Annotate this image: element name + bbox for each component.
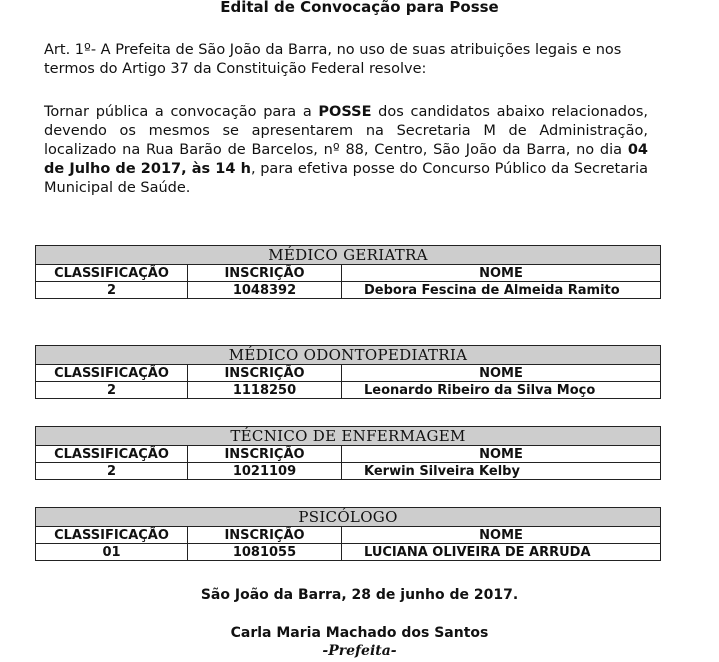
table-medico-geriatra (35, 245, 661, 299)
section-title: MÉDICO ODONTOPEDIATRIA (36, 346, 661, 365)
table-psicologo (35, 507, 661, 561)
table-row (36, 382, 661, 399)
header-nome: NOME (342, 527, 661, 544)
header-classificacao: CLASSIFICAÇÃO (36, 527, 188, 544)
cell-inscricao: 1118250 (188, 382, 342, 399)
header-nome: NOME (342, 365, 661, 382)
signature-name: Carla Maria Machado dos Santos (230, 625, 489, 641)
cell-inscricao: 1021109 (188, 463, 342, 480)
cell-nome: Leonardo Ribeiro da Silva Moço (342, 382, 661, 399)
cell-nome: Debora Fescina de Almeida Ramito (342, 282, 661, 299)
header-classificacao: CLASSIFICAÇÃO (36, 265, 188, 282)
cell-classificacao: 2 (36, 382, 188, 399)
section-title: PSICÓLOGO (36, 508, 661, 527)
cell-inscricao: 1081055 (188, 544, 342, 561)
header-inscricao: INSCRIÇÃO (188, 446, 342, 463)
table-row (36, 544, 661, 561)
convocation-paragraph (44, 103, 648, 198)
header-classificacao: CLASSIFICAÇÃO (36, 365, 188, 382)
cell-nome: Kerwin Silveira Kelby (342, 463, 661, 480)
cell-nome: LUCIANA OLIVEIRA DE ARRUDA (342, 544, 661, 561)
header-inscricao: INSCRIÇÃO (188, 527, 342, 544)
cell-classificacao: 2 (36, 463, 188, 480)
table-tecnico-enfermagem (35, 426, 661, 480)
body-text-2: dos candidatos abaixo relacionados, devendo os mesmos se apresentarem na Secretaria M de Administração, localizado na Rua Barão de Barcelos, nº 88, Centro, São João da Barra, no dia (44, 104, 648, 158)
cell-classificacao: 01 (36, 544, 188, 561)
article-paragraph: Art. 1º- A Prefeita de São João da Barra, no uso de suas atribuições legais e nos termos do Artigo 37 da Constituição Federal resolve: (44, 42, 622, 77)
header-nome: NOME (342, 446, 661, 463)
table-row (36, 282, 661, 299)
cell-classificacao: 2 (36, 282, 188, 299)
header-inscricao: INSCRIÇÃO (188, 265, 342, 282)
table-medico-odontopediatria (35, 345, 661, 399)
cell-inscricao: 1048392 (188, 282, 342, 299)
place-date: São João da Barra, 28 de junho de 2017. (200, 587, 519, 603)
document-title: Edital de Convocação para Posse (220, 0, 499, 16)
body-bold-posse: POSSE (318, 104, 372, 120)
body-text-1: Tornar pública a convocação para a (44, 104, 319, 120)
header-nome: NOME (342, 265, 661, 282)
section-title: MÉDICO GERIATRA (36, 246, 661, 265)
body-text-3: , para efetiva posse do Concurso Público da Secretaria Municipal de Saúde. (44, 161, 648, 196)
table-row (36, 463, 661, 480)
section-title: TÉCNICO DE ENFERMAGEM (36, 427, 661, 446)
body-bold-date: 04 de Julho de 2017, às 14 h (44, 142, 648, 177)
signature-role: -Prefeita- (322, 643, 397, 659)
header-inscricao: INSCRIÇÃO (188, 365, 342, 382)
header-classificacao: CLASSIFICAÇÃO (36, 446, 188, 463)
